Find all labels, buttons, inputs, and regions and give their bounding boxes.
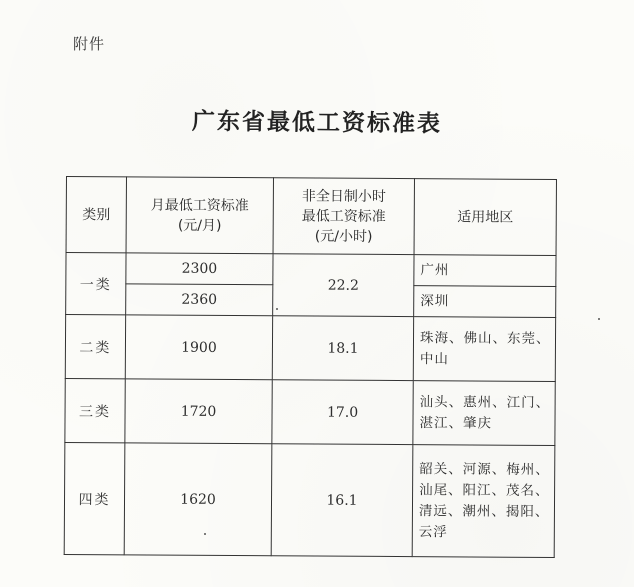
header-region xyxy=(414,179,556,256)
region-line: 湛江、肇庆 xyxy=(419,414,493,432)
scan-speck xyxy=(204,533,206,535)
minimum-wage-table xyxy=(64,176,557,558)
hourly-wage-cell xyxy=(272,316,413,381)
monthly-wage-value: 1620 xyxy=(180,491,216,508)
monthly-wage-value: 2300 xyxy=(181,260,218,277)
monthly-wage-cell xyxy=(124,443,272,556)
region-cell xyxy=(414,286,556,318)
table-row xyxy=(65,378,555,445)
header-monthly-wage xyxy=(126,177,273,254)
hourly-wage-cell xyxy=(271,444,413,557)
scan-speck xyxy=(276,308,278,310)
region-cell xyxy=(412,445,555,558)
region-line: 清远、潮州、揭阳、 xyxy=(418,502,550,520)
table-row xyxy=(64,442,555,557)
table-header-row xyxy=(66,177,556,256)
category-cell xyxy=(65,378,125,442)
region-line: 中山 xyxy=(419,350,449,367)
header-hourly-line3: (元/小时) xyxy=(314,228,373,245)
category-label: 三类 xyxy=(79,403,112,420)
region-line: 汕头、惠州、江门、 xyxy=(419,393,551,411)
category-cell xyxy=(64,442,125,554)
monthly-wage-value: 1720 xyxy=(180,403,217,420)
hourly-wage-cell xyxy=(273,254,414,317)
table-row xyxy=(65,315,555,382)
category-label: 二类 xyxy=(79,339,112,356)
monthly-wage-cell xyxy=(125,379,272,444)
hourly-wage-value: 16.1 xyxy=(326,492,358,509)
hourly-wage-value: 18.1 xyxy=(327,340,359,357)
region-cell xyxy=(413,317,555,382)
document-title: 广东省最低工资标准表 xyxy=(191,107,443,138)
attachment-label: 附件 xyxy=(73,35,106,53)
header-hourly-wage xyxy=(273,178,414,255)
monthly-wage-cell xyxy=(126,253,273,285)
hourly-wage-cell xyxy=(272,380,413,445)
hourly-wage-value: 17.0 xyxy=(326,404,359,421)
header-monthly-line1: 月最低工资标准 xyxy=(150,197,249,214)
header-monthly-line2: (元/月) xyxy=(177,217,222,234)
category-label: 四类 xyxy=(78,491,111,508)
category-label: 一类 xyxy=(79,276,112,293)
monthly-wage-cell xyxy=(125,315,272,380)
header-region-text: 适用地区 xyxy=(457,208,514,226)
scan-speck xyxy=(598,318,600,320)
header-hourly-line2: 最低工资标准 xyxy=(301,207,386,225)
category-cell xyxy=(66,253,126,315)
monthly-wage-cell xyxy=(126,284,273,316)
header-hourly-line1: 非全日制小时 xyxy=(301,187,386,205)
region-line: 韶关、河源、梅州、 xyxy=(419,460,550,478)
region-text: 深圳 xyxy=(420,292,450,309)
hourly-wage-value: 22.2 xyxy=(327,277,359,294)
region-line: 汕尾、阳江、茂名、 xyxy=(419,481,550,499)
region-cell xyxy=(413,381,555,446)
monthly-wage-value: 1900 xyxy=(181,339,217,356)
region-cell xyxy=(414,255,556,287)
monthly-wage-value: 2360 xyxy=(181,291,218,308)
region-line: 云浮 xyxy=(418,523,448,540)
region-text: 广州 xyxy=(420,261,450,278)
region-line: 珠海、佛山、东莞、 xyxy=(419,329,551,347)
header-category-text: 类别 xyxy=(82,206,111,223)
table-row xyxy=(66,253,556,287)
header-category xyxy=(66,177,126,253)
category-cell xyxy=(65,315,125,379)
